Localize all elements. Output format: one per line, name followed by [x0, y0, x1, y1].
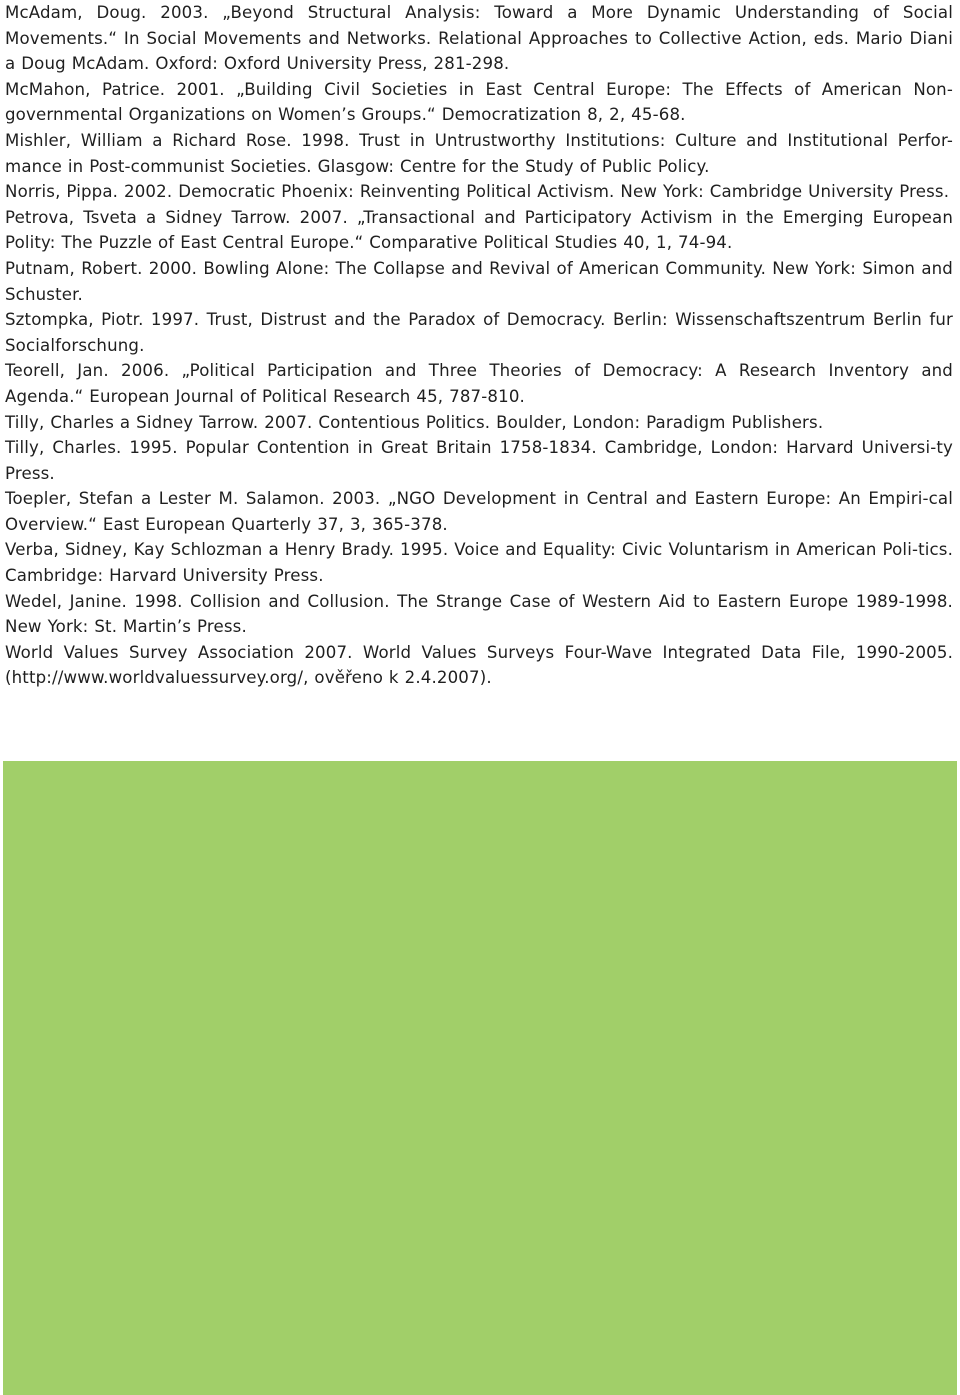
reference-entry: World Values Survey Association 2007. World Values Surveys Four-Wave Integrated Data File, 1990-2005. (http://www.worldvaluessurvey.org/, ověřeno k 2.4.2007).	[5, 642, 953, 688]
reference-entry: Teorell, Jan. 2006. „Political Participation and Three Theories of Democracy: A Research Inventory and Agenda.“ European Journal of Political Research 45, 787-810.	[5, 361, 953, 406]
reference-entry: McAdam, Doug. 2003. „Beyond Structural Analysis: Toward a More Dynamic Understanding of Social Movements.“ In Social Movements and Networks. Relational Approaches to Collective Action, eds. Mario Diani a Doug McAdam. Oxford: Oxford University Press, 281-298.	[5, 3, 953, 74]
reference-entry: Tilly, Charles. 1995. Popular Contention in Great Britain 1758-1834. Cambridge, London: Harvard Universi-ty Press.	[5, 438, 953, 483]
reference-entry: Mishler, William a Richard Rose. 1998. Trust in Untrustworthy Institutions: Culture and Institutional Perfor-mance in Post-communist Societies. Glasgow: Centre for the Study of Public Policy.	[5, 130, 953, 176]
green-color-panel	[3, 761, 957, 1395]
reference-entry: Verba, Sidney, Kay Schlozman a Henry Brady. 1995. Voice and Equality: Civic Voluntarism in American Poli-tics. Cambridge: Harvard University Press.	[5, 540, 953, 586]
reference-entry: McMahon, Patrice. 2001. „Building Civil Societies in East Central Europe: The Effects of American Non-governmental Organizations on Women’s Groups.“ Democratization 8, 2, 45-68.	[5, 79, 953, 125]
reference-list	[5, 0, 953, 691]
reference-entry: Wedel, Janine. 1998. Collision and Collusion. The Strange Case of Western Aid to Eastern Europe 1989-1998. New York: St. Martin’s Press.	[5, 591, 953, 637]
reference-entry: Sztompka, Piotr. 1997. Trust, Distrust and the Paradox of Democracy. Berlin: Wissenschaftszentrum Berlin fur Socialforschung.	[5, 310, 953, 355]
reference-entry: Putnam, Robert. 2000. Bowling Alone: The Collapse and Revival of American Community. New York: Simon and Schuster.	[5, 258, 953, 304]
reference-entry: Petrova, Tsveta a Sidney Tarrow. 2007. „Transactional and Participatory Activism in the Emerging European Polity: The Puzzle of East Central Europe.“ Comparative Political Studies 40, 1, 74-94.	[5, 207, 953, 253]
reference-entry: Toepler, Stefan a Lester M. Salamon. 2003. „NGO Development in Central and Eastern Europe: An Empiri-cal Overview.“ East European Quarterly 37, 3, 365-378.	[5, 489, 953, 534]
reference-entry: Tilly, Charles a Sidney Tarrow. 2007. Contentious Politics. Boulder, London: Paradigm Publishers.	[5, 412, 824, 432]
reference-entry: Norris, Pippa. 2002. Democratic Phoenix: Reinventing Political Activism. New York: Cambridge University Press.	[5, 182, 950, 202]
